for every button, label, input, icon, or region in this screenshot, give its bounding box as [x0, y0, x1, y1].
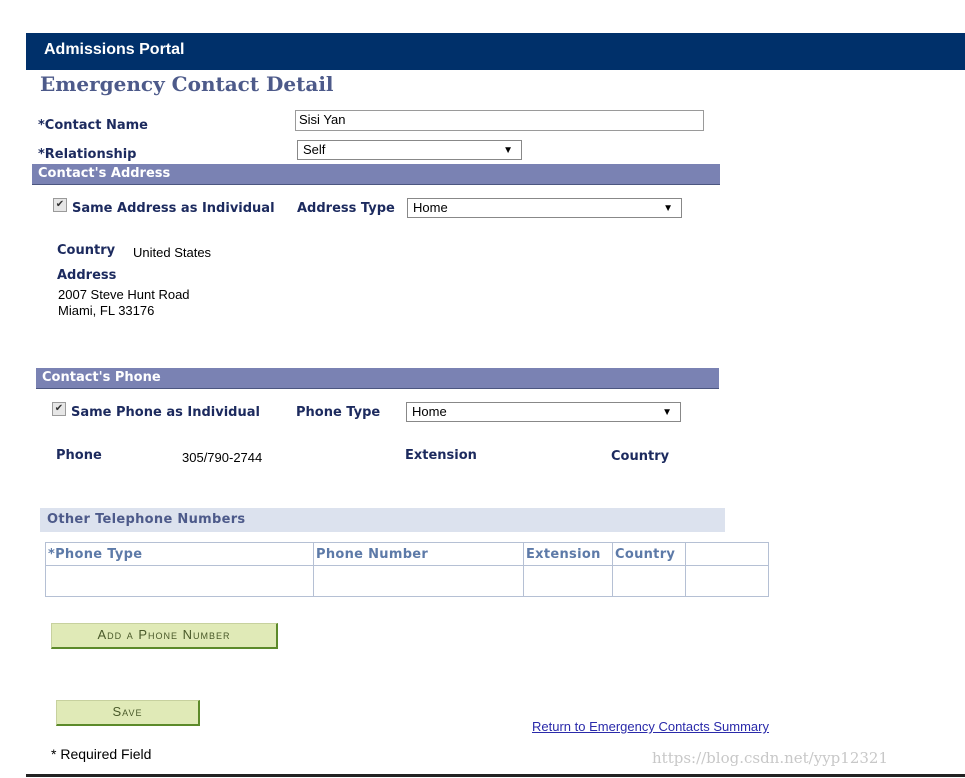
address-line-2: Miami, FL 33176 [58, 303, 155, 318]
same-phone-checkbox[interactable] [52, 402, 66, 416]
extension-cell[interactable] [524, 566, 613, 597]
contact-address-section-header: Contact's Address [32, 164, 720, 185]
country-label: Country [57, 243, 116, 258]
column-header-phone-type: *Phone Type [46, 543, 314, 566]
column-header-phone-number: Phone Number [314, 543, 524, 566]
table-header-row [46, 543, 769, 566]
column-header-extension: Extension [524, 543, 613, 566]
phone-type-select[interactable] [406, 402, 681, 422]
extension-label: Extension [405, 448, 477, 463]
return-to-summary-link[interactable]: Return to Emergency Contacts Summary [532, 719, 769, 734]
add-phone-number-button[interactable]: Add a Phone Number [51, 623, 278, 649]
phone-country-label: Country [611, 449, 670, 464]
address-type-select-value: Home [413, 200, 448, 215]
contact-name-label: *Contact Name [38, 118, 148, 133]
watermark-text: https://blog.csdn.net/yyp12321 [652, 749, 888, 767]
checkmark-icon: ✔ [54, 403, 64, 414]
contact-name-input[interactable]: Sisi Yan [295, 110, 704, 131]
relationship-select-value: Self [303, 142, 326, 157]
chevron-down-icon: ▼ [662, 407, 672, 418]
phone-value: 305/790-2744 [182, 450, 263, 465]
column-header-country: Country [613, 543, 686, 566]
country-value: United States [133, 245, 212, 260]
chevron-down-icon: ▼ [503, 145, 513, 156]
column-header-action [686, 543, 769, 566]
required-field-note: * Required Field [51, 746, 152, 762]
address-type-select[interactable] [407, 198, 682, 218]
portal-title: Admissions Portal [44, 41, 185, 58]
action-cell [686, 566, 769, 597]
contact-phone-section-header: Contact's Phone [36, 368, 719, 389]
relationship-select[interactable] [297, 140, 522, 160]
address-line-1: 2007 Steve Hunt Road [58, 287, 190, 302]
country-cell[interactable] [613, 566, 686, 597]
address-type-label: Address Type [297, 201, 395, 216]
save-button[interactable]: Save [56, 700, 200, 726]
relationship-label: *Relationship [38, 147, 137, 162]
page-title: Emergency Contact Detail [40, 72, 334, 96]
same-address-label: Same Address as Individual [72, 201, 275, 216]
address-label: Address [57, 268, 117, 283]
same-address-checkbox[interactable] [53, 198, 67, 212]
chevron-down-icon: ▼ [663, 203, 673, 214]
phone-type-label: Phone Type [296, 405, 381, 420]
other-telephone-numbers-header: Other Telephone Numbers [40, 508, 725, 532]
phone-type-cell[interactable] [46, 566, 314, 597]
phone-type-select-value: Home [412, 404, 447, 419]
phone-number-cell[interactable] [314, 566, 524, 597]
checkmark-icon: ✔ [55, 199, 65, 210]
table-row [46, 566, 769, 597]
same-phone-label: Same Phone as Individual [71, 405, 260, 420]
bottom-divider [26, 774, 965, 777]
other-phones-table [45, 542, 769, 597]
phone-label: Phone [56, 448, 102, 463]
